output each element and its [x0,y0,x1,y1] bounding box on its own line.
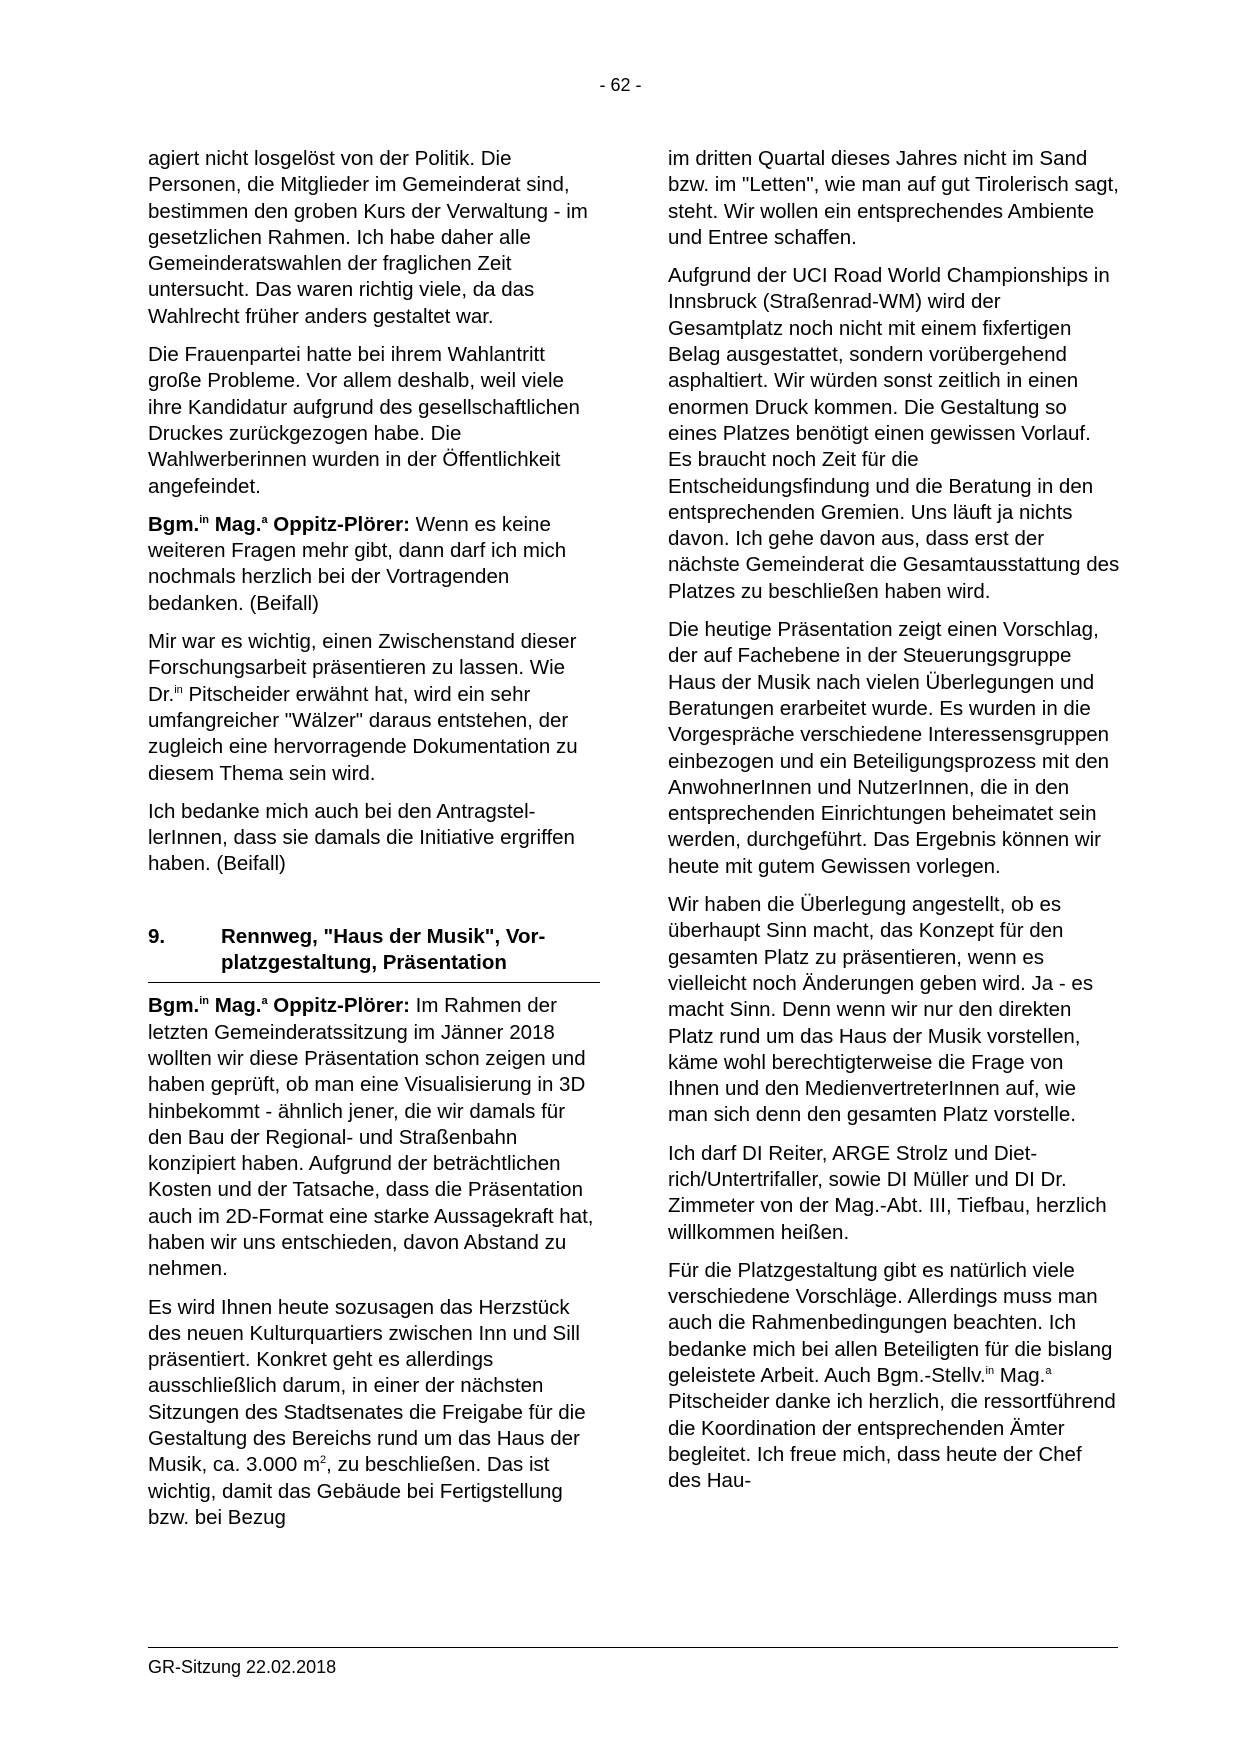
footer-divider [148,1647,1118,1648]
section-heading [148,924,600,984]
paragraph: Ich darf DI Reiter, ARGE Strolz und Dietrich/Untertrifaller, sowie DI Müller und DI Dr. Zimmeter von der Mag.-Abt. III, Tiefbau, herzlich willkommen heißen. [668,1141,1107,1244]
speaker-name: Bgm.$^{in}$ Mag.$^a$ Oppitz-Plörer: [148,994,410,1018]
page-number: - 62 - [599,75,642,95]
paragraph: Bgm.$^{in}$ Mag.$^a$ Oppitz-Plörer: Im Rahmen der letzten Gemeinderatssitzung im Jänner 2018 wollten wir diese Präsentation schon zeigen und haben geprüft, ob man eine Visualisierung in 3D hinbekommt - ähnlich jener, die wir damals für den Bau der Regional- und Straßenbahn konzipiert haben. Aufgrund der beträchtlichen Kosten und der Tatsache, dass die Präsentation auch im 2D-Format eine starke Aussagekraft hat, haben wir uns entschieden, davon Abstand zu nehmen. [148,994,594,1281]
paragraph: im dritten Quartal dieses Jahres nicht im Sand bzw. im "Letten", wie man auf gut Tirolerisch sagt, steht. Wir wollen ein entsprechendes Ambiente und Entree schaffen. [668,147,1119,249]
footer-text: GR-Sitzung 22.02.2018 [148,1657,337,1677]
paragraph: agiert nicht losgelöst von der Politik. Die Personen, die Mitglieder im Gemeinderat sind, bestimmen den groben Kurs der Verwaltung - im gesetzlichen Rahmen. Ich habe daher alle Gemeinderatswahlen der fraglichen Zeit untersucht. Das waren richtig viele, da das Wahlrecht früher anders gestaltet war. [148,147,588,328]
paragraph: Wir haben die Überlegung angestellt, ob es überhaupt Sinn macht, das Konzept für den gesamten Platz zu präsentieren, wenn es vielleicht noch Änderungen geben wird. Ja - es macht Sinn. Denn wenn wir nur den direkten Platz rund um das Haus der Musik vorstellen, käme wohl berechtigterweise die Frage von Ihnen und den MedienvertreterInnen auf, wie man sich denn den gesamten Platz vorstelle. [668,893,1094,1127]
paragraph: Aufgrund der UCI Road World Championships in Innsbruck (Straßenrad-WM) wird der Gesamtplatz noch nicht mit einem fixfertigen Belag ausgestattet, sondern vorübergehend asphaltiert. Wir würden sonst zeitlich in einen enormen Druck kommen. Die Gestaltung so eines Platzes benötigt einen gewissen Vorlauf. Es braucht noch Zeit für die Entscheidungsfindung und die Beratung in den entsprechenden Gremien. Uns läuft ja nichts davon. Ich gehe davon aus, dass erst der nächste Gemeinderat die Gesamtausstattung des Platzes zu beschließen haben wird. [668,264,1120,603]
paragraph: Die heutige Präsentation zeigt einen Vorschlag, der auf Fachebene in der Steuerungsgruppe Haus der Musik nach vielen Überlegungen und Beratungen erarbeitet wurde. Es wurden in die Vorgespräche verschiedene Interessensgruppen einbezogen und ein Beteiligungsprozess mit den AnwohnerInnen und NutzerInnen, die in den entsprechenden Einrichtungen beheimatet sein werden, durchgeführt. Das Ergebnis können wir heute mit gutem Gewissen vorlegen. [668,618,1110,878]
paragraph: Es wird Ihnen heute sozusagen das Herzstück des neuen Kulturquartiers zwischen Inn und Sill präsentiert. Konkret geht es allerdings ausschließlich darum, in einer der nächsten Sitzungen des Stadtsenates die Freigabe für die Gestaltung des Bereichs rund um das Haus der Musik, ca. 3.000 $m^2$, zu beschließen. Das ist wichtig, damit das Gebäude bei Fertigstellung bzw. bei Bezug [148,1295,586,1529]
left-column [148,146,600,1543]
paragraph: Bgm.$^{in}$ Mag.$^a$ Oppitz-Plörer: Wenn es keine weiteren Fragen mehr gibt, dann darf ich mich nochmals herzlich bei der Vortragenden bedanken. (Beifall) [148,512,567,615]
right-column [668,146,1120,1507]
paragraph: Mir war es wichtig, einen Zwischenstand dieser Forschungsarbeit präsentieren zu lassen. Wie Dr.$^{in}$ Pitscheider erwähnt hat, wird ein sehr umfangreicher "Wälzer" daraus entstehen, der zugleich eine hervorragende Dokumentation zu diesem Thema sein wird. [148,630,578,785]
paragraph: Ich bedanke mich auch bei den AntragstellerInnen, dass sie damals die Initiative ergriffen haben. (Beifall) [148,799,575,876]
speaker-name: Bgm.$^{in}$ Mag.$^a$ Oppitz-Plörer: [148,512,410,536]
paragraph: Die Frauenpartei hatte bei ihrem Wahlantritt große Probleme. Vor allem deshalb, weil viele ihre Kandidatur aufgrund des gesellschaftlichen Druckes zurückgezogen habe. Die Wahlwerberinnen wurden in der Öffentlichkeit angefeindet. [148,343,580,498]
section-title: Rennweg, "Haus der Musik", Vorplatzgestaltung, Präsentation [221,924,546,975]
section-number: 9. [148,924,166,948]
paragraph: Für die Platzgestaltung gibt es natürlich viele verschiedene Vorschläge. Allerdings muss man auch die Rahmenbedingungen beachten. Ich bedanke mich bei allen Beteiligten für die bislang geleistete Arbeit. Auch Bgm.-Stellv.$^{in}$ Mag.$^a$ Pitscheider danke ich herzlich, die ressortführend die Koordination der entsprechenden Ämter begleitet. Ich freue mich, dass heute der Chef des Hau- [668,1258,1116,1493]
